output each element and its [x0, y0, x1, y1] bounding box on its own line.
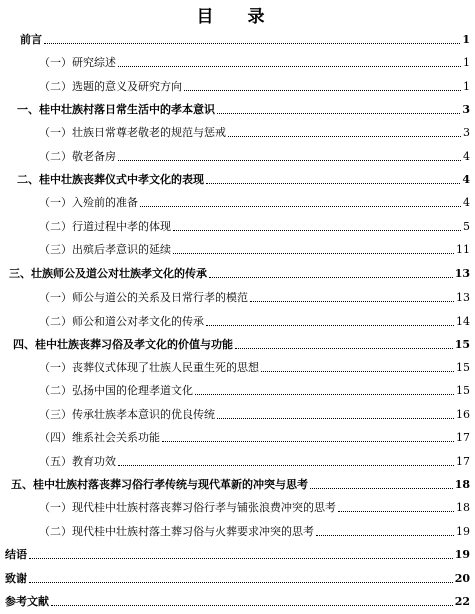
toc-entry-label: 四、桂中壮族丧葬习俗及孝文化的价值与功能	[13, 338, 233, 351]
toc-entry[interactable]	[39, 382, 470, 398]
toc-entry-label: （三）传承壮族孝本意识的优良传统	[39, 408, 215, 421]
dot-leader	[228, 136, 461, 137]
dot-leader	[316, 535, 454, 536]
toc-entry-page-number: 22	[454, 595, 470, 608]
dot-leader	[118, 66, 461, 67]
toc-entry[interactable]	[39, 54, 470, 70]
dot-leader	[206, 183, 460, 184]
dot-leader	[261, 371, 454, 372]
toc-entry[interactable]	[39, 499, 470, 515]
dot-leader	[118, 465, 454, 466]
toc-entry-label: （二）行道过程中孝的体现	[39, 220, 171, 233]
dot-leader	[162, 441, 454, 442]
toc-entry-page-number: 3	[463, 126, 470, 139]
toc-entry[interactable]	[39, 241, 470, 257]
toc-entry[interactable]	[39, 289, 470, 305]
toc-entry-page-number: 19	[456, 525, 470, 538]
toc-entry-label: （二）弘扬中国的伦理孝道文化	[39, 384, 193, 397]
dot-leader	[206, 325, 454, 326]
toc-entry-page-number: 16	[456, 408, 470, 421]
dot-leader	[44, 43, 460, 44]
dot-leader	[173, 253, 454, 254]
toc-entry-label: （二）选题的意义及研究方向	[39, 80, 182, 93]
toc-entry-page-number: 19	[454, 548, 470, 561]
dot-leader	[235, 348, 453, 349]
toc-entry-page-number: 20	[454, 572, 470, 585]
dot-leader	[173, 230, 461, 231]
toc-entry[interactable]	[39, 453, 470, 469]
toc-entry[interactable]	[39, 78, 470, 94]
toc-entry-label: （一）研究综述	[39, 56, 116, 69]
toc-entry-label: （四）维系社会关系功能	[39, 431, 160, 444]
toc-entry[interactable]	[13, 336, 470, 352]
toc-entry-page-number: 15	[456, 361, 470, 374]
dot-leader	[29, 558, 453, 559]
toc-entry-label: 一、桂中壮族村落日常生活中的孝本意识	[17, 103, 215, 116]
toc-entry-page-number: 1	[463, 80, 470, 93]
toc-entry-label: （一）入殓前的准备	[39, 196, 138, 209]
toc-entry-label: （一）丧葬仪式体现了壮族人民重生死的思想	[39, 361, 259, 374]
toc-entry[interactable]	[39, 194, 470, 210]
toc-entry-label: 致谢	[5, 572, 27, 585]
toc-entry-page-number: 13	[456, 291, 470, 304]
toc-entry[interactable]	[5, 593, 470, 609]
toc-entry-page-number: 17	[456, 431, 470, 444]
toc-entry-page-number: 4	[462, 173, 470, 186]
toc-entry-label: （一）现代桂中壮族村落丧葬习俗行孝与铺张浪费冲突的思考	[39, 501, 336, 514]
toc-entry[interactable]	[39, 148, 470, 164]
toc-entry[interactable]	[5, 546, 470, 562]
toc-entry-page-number: 18	[456, 501, 470, 514]
toc-entry-label: （一）壮族日常尊老敬老的规范与惩戒	[39, 126, 226, 139]
dot-leader	[250, 301, 454, 302]
toc-entry-page-number: 17	[456, 455, 470, 468]
toc-entry-label: 前言	[20, 33, 42, 46]
toc-entry-label: （二）敬老备房	[39, 150, 116, 163]
toc-entry[interactable]	[39, 523, 470, 539]
toc-entry-page-number: 11	[456, 243, 470, 256]
toc-entry[interactable]	[11, 476, 470, 492]
toc-entry-page-number: 15	[454, 338, 470, 351]
toc-entry-page-number: 13	[454, 267, 470, 280]
toc-entry[interactable]	[20, 31, 470, 47]
toc-entry[interactable]	[39, 124, 470, 140]
toc-entry-label: （五）教育功效	[39, 455, 116, 468]
page-title: 目 录	[196, 7, 279, 27]
toc-entry-label: （二）师公和道公对孝文化的传承	[39, 315, 204, 328]
toc-entry-label: 二、桂中壮族丧葬仪式中孝文化的表现	[17, 173, 204, 186]
dot-leader	[140, 206, 461, 207]
toc-entry[interactable]	[39, 359, 470, 375]
toc-entry-page-number: 4	[463, 196, 470, 209]
toc-entry[interactable]	[39, 218, 470, 234]
toc-entry[interactable]	[39, 406, 470, 422]
dot-leader	[29, 582, 453, 583]
toc-entry[interactable]	[17, 171, 470, 187]
toc-entry[interactable]	[39, 313, 470, 329]
toc-entry[interactable]	[39, 429, 470, 445]
toc-entry-page-number: 5	[463, 220, 470, 233]
toc-entry[interactable]	[9, 265, 470, 281]
dot-leader	[217, 113, 460, 114]
dot-leader	[195, 394, 454, 395]
toc-entry-label: 参考文献	[5, 595, 49, 608]
toc-entry-label: （一）师公与道公的关系及日常行孝的模范	[39, 291, 248, 304]
toc-entry-page-number: 18	[454, 478, 470, 491]
toc-entry-page-number: 14	[456, 315, 470, 328]
toc-entry[interactable]	[5, 570, 470, 586]
dot-leader	[184, 90, 461, 91]
toc-entry-page-number: 15	[456, 384, 470, 397]
toc-entry[interactable]	[17, 101, 470, 117]
dot-leader	[310, 488, 453, 489]
dot-leader	[209, 277, 453, 278]
toc-entry-label: 结语	[5, 548, 27, 561]
toc-entry-label: （三）出殡后孝意识的延续	[39, 243, 171, 256]
toc-entry-page-number: 1	[463, 56, 470, 69]
toc-entry-page-number: 1	[462, 33, 470, 46]
dot-leader	[51, 605, 453, 606]
toc-entry-page-number: 4	[463, 150, 470, 163]
toc-entry-page-number: 3	[462, 103, 470, 116]
dot-leader	[217, 418, 454, 419]
toc-entry-label: 三、壮族师公及道公对壮族孝文化的传承	[9, 267, 207, 280]
toc-entry-label: 五、桂中壮族村落丧葬习俗行孝传统与现代革新的冲突与思考	[11, 478, 308, 491]
dot-leader	[118, 160, 461, 161]
dot-leader	[338, 511, 454, 512]
toc-entry-label: （二）现代桂中壮族村落土葬习俗与火葬要求冲突的思考	[39, 525, 314, 538]
